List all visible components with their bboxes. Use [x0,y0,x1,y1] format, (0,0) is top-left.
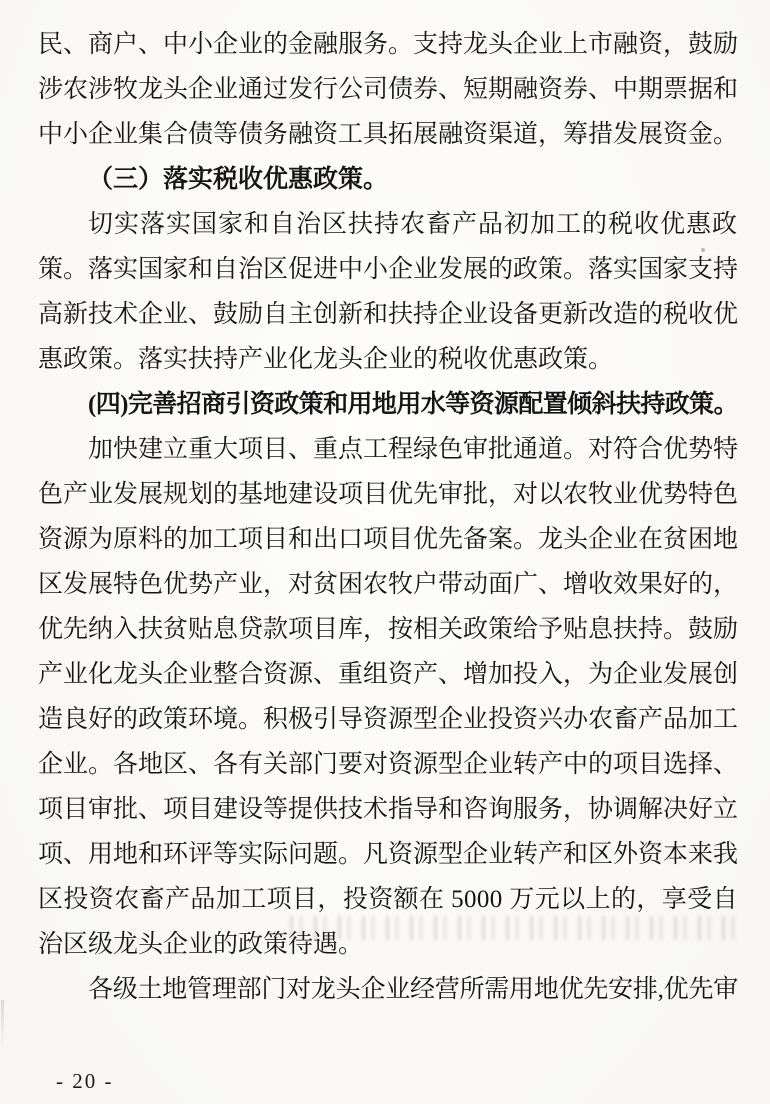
body-line [38,967,738,1012]
body-line-text: 产业化龙头企业整合资源、重组资产、增加投入，为企业发展创 [38,661,738,688]
body-line [38,427,738,472]
section-heading-text: (四)完善招商引资政策和用地用水等资源配置倾斜扶持政策。 [88,391,738,418]
scan-speck [701,248,705,252]
body-line [38,472,738,517]
body-line [38,652,738,697]
body-line [38,337,738,382]
body-line-text: 资源为原料的加工项目和出口项目优先备案。龙头企业在贫困地 [38,526,738,553]
body-line [38,562,738,607]
body-line [38,607,738,652]
body-line-text: 切实落实国家和自治区扶持农畜产品初加工的税收优惠政 [88,211,738,238]
section-heading-4 [38,382,738,427]
page-number: - 20 - [56,1069,114,1093]
body-line-text: 策。落实国家和自治区促进中小企业发展的政策。落实国家支持 [38,256,738,283]
body-line [38,292,738,337]
body-line-text: 造良好的政策环境。积极引导资源型企业投资兴办农畜产品加工 [38,706,738,733]
body-line [38,247,738,292]
body-line-text: 项目审批、项目建设等提供技术指导和咨询服务，协调解决好立 [38,796,738,823]
body-line [38,697,738,742]
body-line [38,202,738,247]
scan-speck [1,1000,4,1048]
body-line [38,787,738,832]
body-line-text: 项、用地和环评等实际问题。凡资源型企业转产和区外资本来我 [38,841,738,868]
body-line [38,832,738,877]
body-line-text: 区投资农畜产品加工项目，投资额在 5000 万元以上的，享受自 [38,886,738,913]
ink-bleed-artifact [290,916,735,940]
body-line [38,67,738,112]
body-line-text: 优先纳入扶贫贴息贷款项目库，按相关政策给予贴息扶持。鼓励 [38,616,738,643]
body-line-text: 高新技术企业、鼓励自主创新和扶持企业设备更新改造的税收优 [38,301,738,328]
body-line-text: 中小企业集合债等债务融资工具拓展融资渠道，筹措发展资金。 [38,121,738,148]
body-line [38,517,738,562]
section-heading-3 [38,157,738,202]
body-line [38,742,738,787]
body-line-text: 民、商户、中小企业的金融服务。支持龙头企业上市融资，鼓励 [38,31,738,58]
section-heading-text: （三）落实税收优惠政策。 [88,166,389,193]
body-line-text: 加快建立重大项目、重点工程绿色审批通道。对符合优势特 [88,436,738,463]
body-line-text: 企业。各地区、各有关部门要对资源型企业转产中的项目选择、 [38,751,738,778]
body-line [38,112,738,157]
document-body [38,22,738,1012]
body-line-text: 色产业发展规划的基地建设项目优先审批，对以农牧业优势特色 [38,481,738,508]
body-line-text: 涉农涉牧龙头企业通过发行公司债券、短期融资券、中期票据和 [38,76,738,103]
body-line [38,22,738,67]
body-line-text: 治区级龙头企业的政策待遇。 [38,931,364,958]
body-line-text: 各级土地管理部门对龙头企业经营所需用地优先安排,优先审 [88,976,738,1003]
body-line-text: 惠政策。落实扶持产业化龙头企业的税收优惠政策。 [38,346,614,373]
body-line-text: 区发展特色优势产业，对贫困农牧户带动面广、增收效果好的， [38,571,738,598]
